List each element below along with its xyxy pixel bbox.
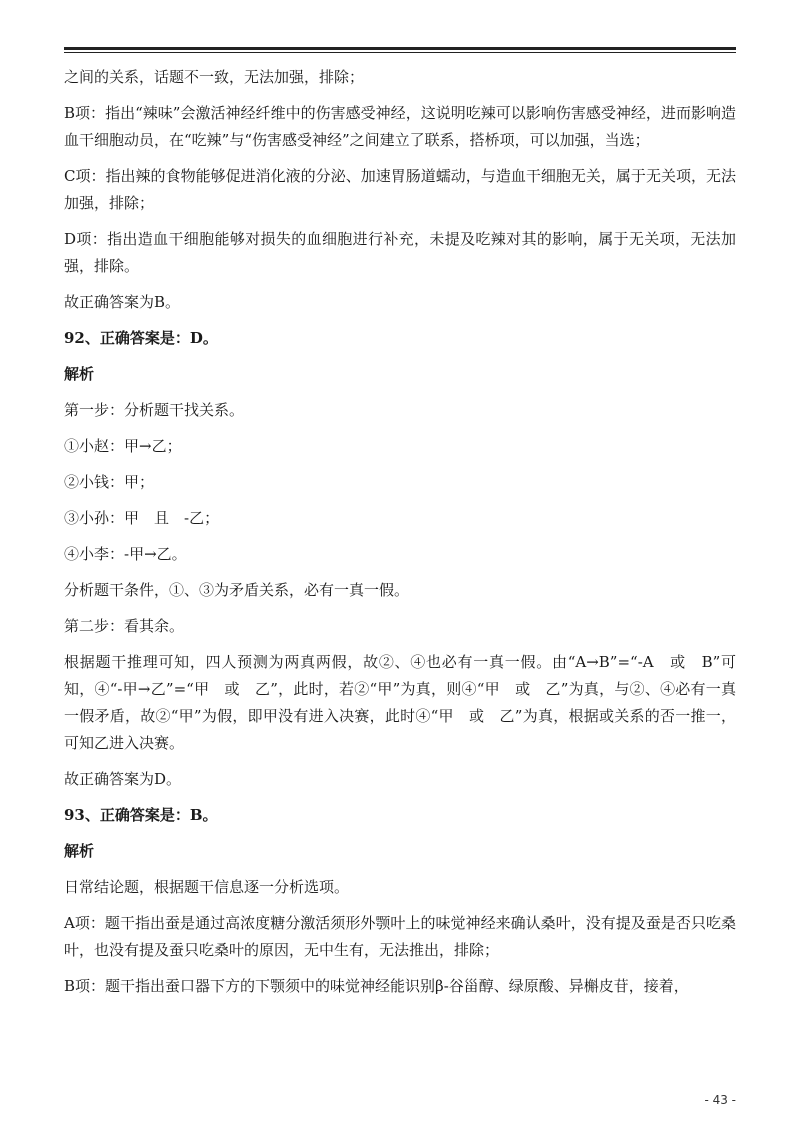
paragraph: B项：指出“辣味”会激活神经纤维中的伤害感受神经，这说明吃辣可以影响伤害感受神经，进而影响造血干细胞动员，在“吃辣”与“伤害感受神经”之间建立了联系，搭桥项，可以加强，当选； xyxy=(64,104,736,149)
header-rule-thick xyxy=(64,47,736,50)
paragraph: C项：指出辣的食物能够促进消化液的分泌、加速胃肠道蠕动，与造血干细胞无关，属于无关项，无法加强，排除； xyxy=(64,167,736,212)
paragraph: A项：题干指出蚕是通过高浓度糖分激活须形外颚叶上的味觉神经来确认桑叶，没有提及蚕是否只吃桑叶，也没有提及蚕只吃桑叶的原因，无中生有，无法推出，排除； xyxy=(64,914,736,959)
paragraph: B项：题干指出蚕口器下方的下颚须中的味觉神经能识别β-谷甾醇、绿原酸、异槲皮苷，接着， xyxy=(64,977,689,995)
paragraph: ④小李：-甲→乙。 xyxy=(64,545,187,563)
paragraph: ①小赵：甲→乙； xyxy=(64,437,182,455)
paragraph: ③小孙：甲 且 -乙； xyxy=(64,509,220,527)
answer-heading: 92、正确答案是：D。 xyxy=(64,329,218,347)
paragraph: 故正确答案为B。 xyxy=(64,293,181,311)
paragraph: 第二步：看其余。 xyxy=(64,617,185,635)
paragraph: 根据题干推理可知，四人预测为两真两假，故②、④也必有一真一假。由“A→B”=“-A 或 B”可知，④“-甲→乙”=“甲 或 乙”，此时，若②“甲”为真，则④“甲 或 乙”为真，与②、④必有一真一假矛盾，故②“甲”为假，即甲没有进入决赛，此时④“甲 或 乙”为真，根据或关系的否一推一，可知乙进入决赛。 xyxy=(64,653,736,752)
analysis-heading: 解析 xyxy=(64,365,95,383)
paragraph: ②小钱：甲； xyxy=(64,473,155,491)
paragraph: D项：指出造血干细胞能够对损失的血细胞进行补充，未提及吃辣对其的影响，属于无关项，无法加强，排除。 xyxy=(64,230,736,275)
paragraph: 之间的关系，话题不一致，无法加强，排除； xyxy=(64,68,365,86)
paragraph: 分析题干条件，①、③为矛盾关系，必有一真一假。 xyxy=(64,581,410,599)
answer-heading: 93、正确答案是：B。 xyxy=(64,806,218,824)
page-body xyxy=(64,64,736,1009)
header-rule-thin xyxy=(64,52,736,53)
paragraph: 日常结论题，根据题干信息逐一分析选项。 xyxy=(64,878,350,896)
paragraph: 故正确答案为D。 xyxy=(64,770,182,788)
analysis-heading: 解析 xyxy=(64,842,95,860)
paragraph: 第一步：分析题干找关系。 xyxy=(64,401,245,419)
page-number: - 43 - xyxy=(704,1093,736,1107)
